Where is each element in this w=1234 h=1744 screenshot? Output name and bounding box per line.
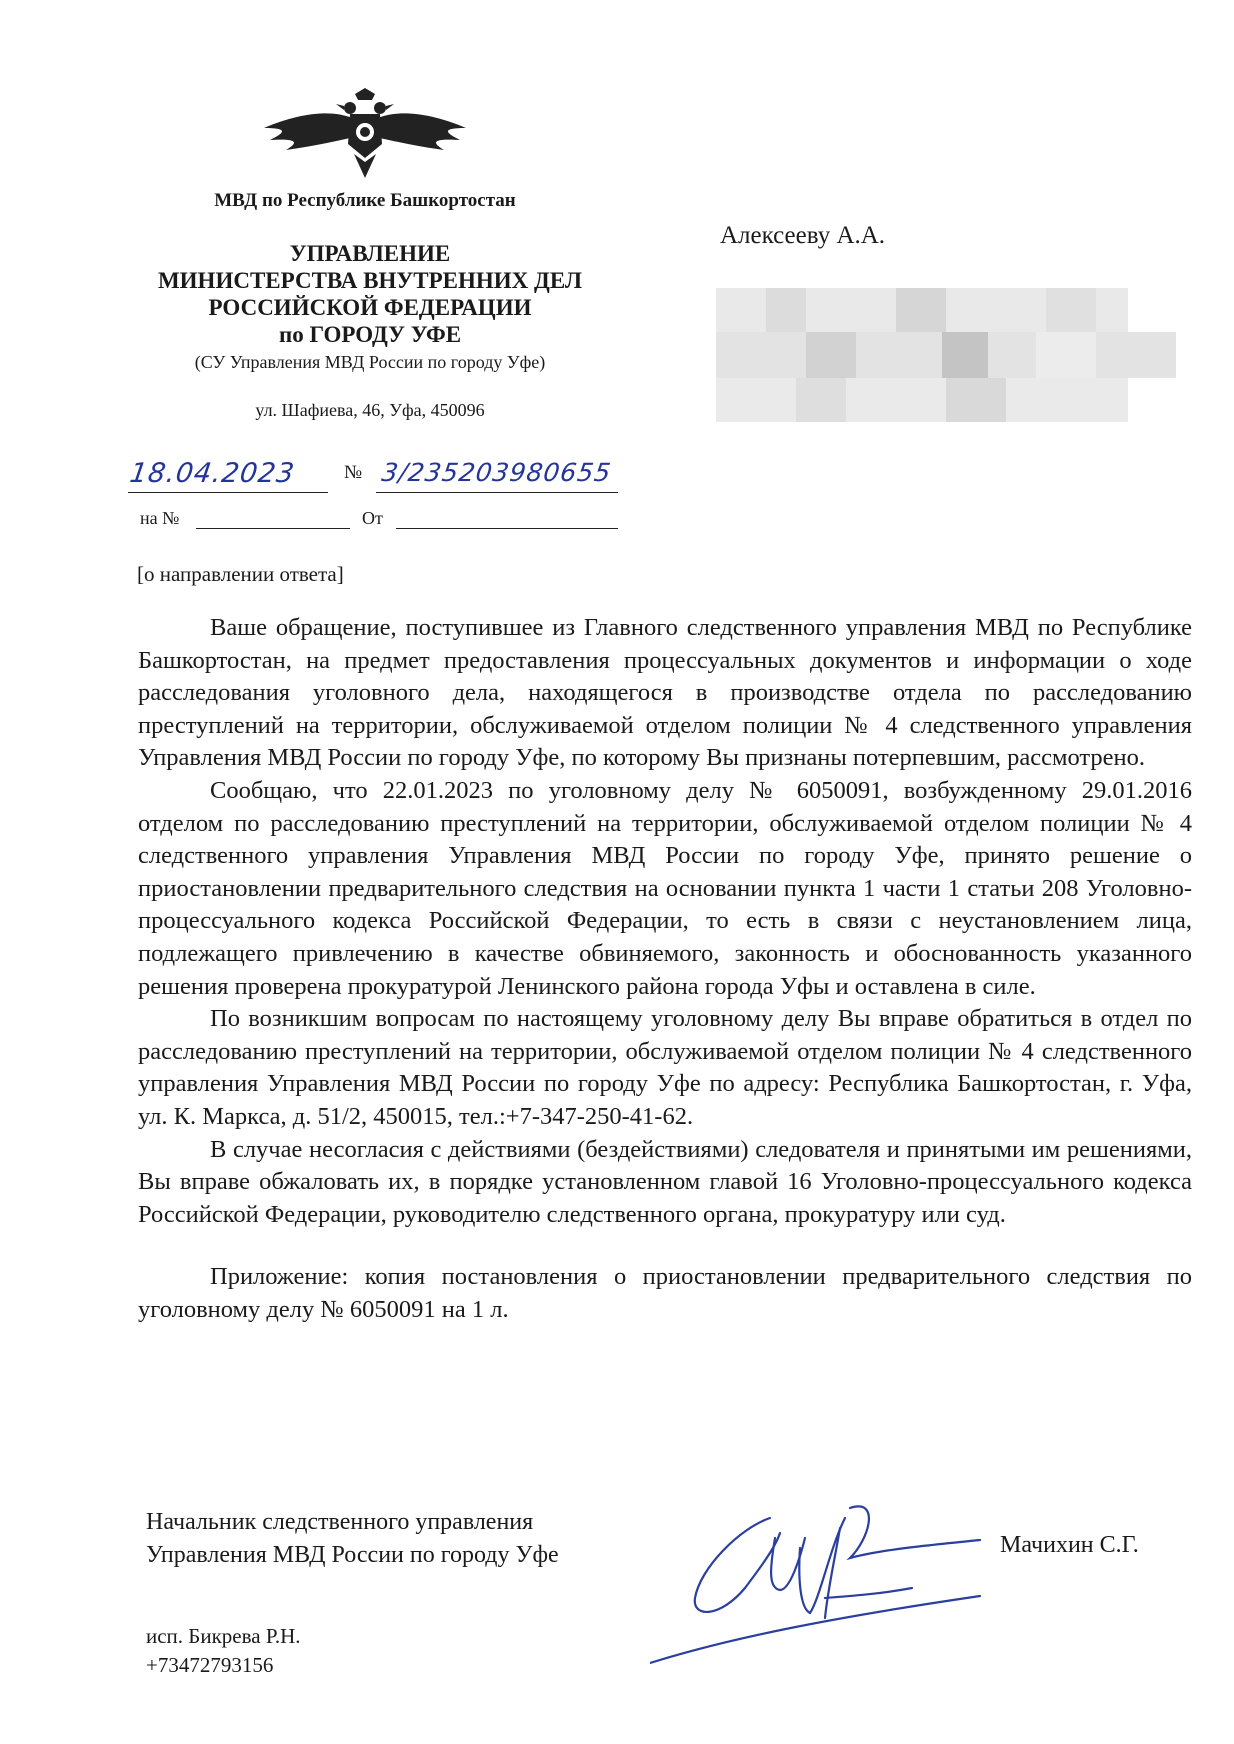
- letterhead-su: (СУ Управления МВД России по городу Уфе): [194, 352, 546, 372]
- letterhead-dept-line: РОССИЙСКОЙ ФЕДЕРАЦИИ: [208, 295, 532, 320]
- body-paragraph: Сообщаю, что 22.01.2023 по уголовному делу № 6050091, возбужденному 29.01.2016 отделом по расследованию преступлений на территории, обслуживаемой отделом полиции № 4 следственного управления Управления МВД России по городу Уфе, принято решение о приостановлении предварительного следствия на основании пункта 1 части 1 статьи 208 Уголовно-процессуального кодекса Российской Федерации, то есть в связи с неустановлением лица, подлежащего привлечению в качестве обвиняемого, законность и обоснованность указанного решения проверена прокуратурой Ленинского района города Уфы и оставлена в силе.: [138, 776, 1192, 1000]
- number-sign: №: [344, 462, 363, 483]
- mvd-eagle-emblem: [262, 88, 468, 180]
- subject-line: [о направлении ответа]: [137, 562, 344, 586]
- na-underline: [196, 528, 350, 529]
- executor-name: исп. Бикрева Р.Н.: [146, 1624, 301, 1648]
- letterhead-dept-line: по ГОРОДУ УФЕ: [278, 322, 462, 347]
- handwritten-number: 3/235203980655: [379, 458, 614, 487]
- letter-body: [138, 612, 1192, 1326]
- executor-phone: +73472793156: [146, 1653, 274, 1677]
- signatory-title-line: Управления МВД России по городу Уфе: [146, 1542, 559, 1568]
- number-underline: [376, 492, 618, 493]
- body-paragraph: В случае несогласия с действиями (бездействиями) следователя и принятыми им решениями, Вы вправе обжаловать их, в порядке установленном главой 16 Уголовно-процессуального кодекса Российской Федерации, руководителю следственного органа, прокуратуру или суд.: [138, 1135, 1192, 1228]
- recipient-name: Алексееву А.А.: [720, 222, 886, 249]
- letterhead-dept-line: МИНИСТЕРСТВА ВНУТРЕННИХ ДЕЛ: [157, 268, 583, 293]
- letterhead-region: МВД по Республике Башкортостан: [214, 190, 516, 211]
- signatory-title-line: Начальник следственного управления: [146, 1509, 534, 1535]
- letterhead-department: [100, 240, 640, 348]
- handwritten-date: 18.04.2023: [127, 458, 297, 489]
- attachment-paragraph: Приложение: копия постановления о приостановлении предварительного следствия по уголовному делу № 6050091 на 1 л.: [138, 1263, 1192, 1323]
- ot-label: От: [362, 508, 383, 528]
- letterhead-dept-line: УПРАВЛЕНИЕ: [289, 241, 451, 266]
- body-paragraph: По возникшим вопросам по настоящему уголовному делу Вы вправе обратиться в отдел по расследованию преступлений на территории, обслуживаемой отделом полиции № 4 следственного управления Управления МВД России по городу Уфе по адресу: Республика Башкортостан, г. Уфа, ул. К. Маркса, д. 51/2, 450015, тел.:+7-347-250-41-62.: [138, 1005, 1192, 1130]
- executor-info: [146, 1622, 301, 1680]
- signatory-name: Мачихин С.Г.: [1000, 1532, 1139, 1558]
- signatory-title: [146, 1506, 559, 1572]
- body-paragraph: Ваше обращение, поступившее из Главного следственного управления МВД по Республике Башкортостан, на предмет предоставления процессуальных документов и информации о ходе расследования уголовного дела, находящегося в производстве отдела по расследованию преступлений на территории, обслуживаемой отделом полиции № 4 следственного управления Управления МВД России по городу Уфе, по которому Вы признаны потерпевшим, рассмотрено.: [138, 614, 1192, 772]
- ot-underline: [396, 528, 618, 529]
- date-underline: [128, 492, 328, 493]
- letterhead-address: ул. Шафиева, 46, Уфа, 450096: [255, 400, 485, 420]
- handwritten-signature: [650, 1478, 990, 1668]
- na-label: на №: [140, 508, 180, 528]
- redacted-address: [716, 288, 1176, 422]
